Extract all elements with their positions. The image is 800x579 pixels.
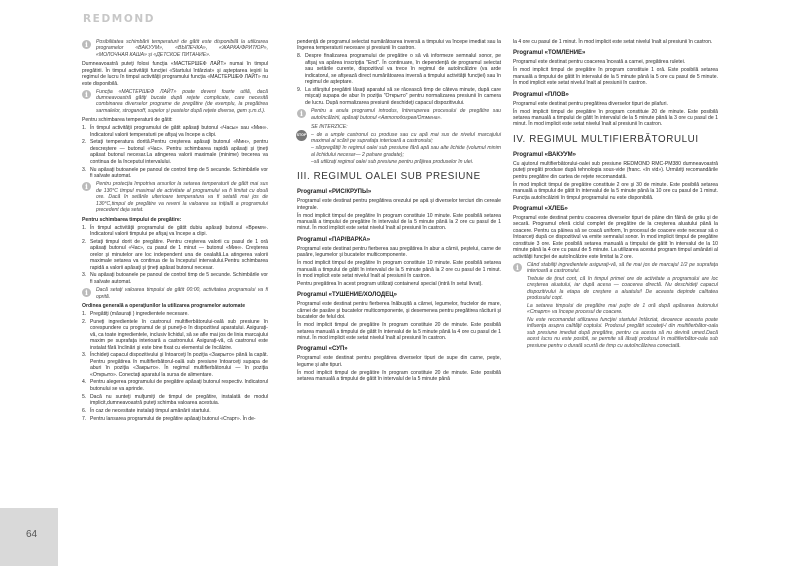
info-icon: i (297, 109, 306, 118)
note-text: Funcţia «МАСТЕРШЕФ ЛАЙТ» poate deveni foarte utilă, dacă dumneavoastră gătiţi bucate după reţete complicate, care necesită combinarea diverselor programe de pregătire (de exemplu, la pregătirea sarmalelor, stroganoff, supelor şi pastelor după reţete diverse, gem ş.m.d.). (96, 88, 268, 114)
warning-item: –să utilizaţi regimul oalei sub presiune pentru prăjirea produselor în ulei. (311, 158, 474, 165)
warning-title: SE INTERZICE: (311, 124, 348, 131)
program-title: Programul «ТОМЛЕНИЕ» (513, 50, 586, 57)
info-icon: i (513, 263, 522, 272)
info-note (82, 181, 268, 213)
program-title: Programul «ВАКУУМ» (513, 151, 576, 158)
list-item: 8. Despre finalizarea programului de pregătire o să vă informeze semnalul sonor, pe afişaj va apărea inscripţia "End". În continuare, în dependenţă de programul selectat sau setările curente, dispozitivul va trece în regimul de autoîncălzire (va arde indicatorul, se afişează direct numărătoarea inversă a timpului activităţii funcţiei) sau în regimul de aşteptare. (297, 53, 501, 86)
paragraph: Cu ajutorul multifierbătorului-oalei sub presiune REDMOND RMC-PM380 dumneavoastră puteţi pregăti produse după tehnologia sous-vide (franc. «în vid»). Urmăriţi recomandările pentru pregătire din cartea de reţete recomandată. (513, 160, 718, 180)
paragraph: Dumneavoastră puteţi folosi funcţia «МАСТЕРШЕФ ЛАЙТ» numai în timpul pregătirii. În timpul activităţii funcţiei «Startului întârziat» şi aşteptarea ieşirii la regimul de lucru în timpul activităţii programului funcţia «МАСТЕРШЕФ ЛАЙТ» nu este disponibilă. (82, 61, 268, 87)
warning-item: – sărpregătiţi în regimul oalei sub presiune fără apă sau alte lichide (volumul minim al lichidului necesar— 2 pahare gradate); (311, 145, 501, 158)
subheading: Ordinea generală a operaţiunilor la utilizarea programelor automate (82, 303, 246, 310)
info-note (513, 262, 718, 349)
numbered-list (82, 125, 268, 179)
list-item: 2. Puneţi ingredientele în castronul multifierbătorului-oală sub presiune în corespundere cu programul de şi puneţi-o în dispozitivul aparatului. Asiguraţi-vă, ca toate ingredientele, inclusiv lichidul, să se afle mai jos de linia marcajului maxim pe suprafaţa interioară a castronului. Asiguraţi-vă, că castronul este instalat fără înclinări şi este bine fixat cu elementul de încălzire. (82, 318, 268, 351)
paragraph: pendenţă de programul selectat numărătoarea inversă a timpului va începe imediat sau la îngerea temperaturii necesare şi presiunii în castron. (297, 39, 501, 52)
program-title: Programul «ХЛЕБ» (513, 205, 568, 212)
list-item: 1. Pregătiţi (măsuraţi ) ingredientele necesare. (82, 310, 189, 317)
list-item: 6. În caz de necesitate instalaţi timpul amânării startului. (82, 407, 211, 414)
list-item: 3. Nu apăsaţi butoanele pe panoul de control timp de 5 secunde. Schimbările vor fi salvate automat. (82, 166, 268, 179)
section-title: IV. REGIMUL MULTIFIERBĂTORULUI (513, 133, 699, 145)
list-item: 3. Închideţi capacul dispozitivului şi întoarceţi în poziţia «Закрыто» până la capăt. Pentru pregătirea în multifierbătorul-oală sub presiune întoarceţi supapa de aburi în poziţia «Закрыто». În regimul multifierbătorului — în poziţia «Открыто». Conectaţi aparatul la sursa de alimentare. (82, 352, 268, 378)
program-title: Programul «ТУШЕНИЕ/ХОЛОДЕЦ» (297, 292, 397, 299)
note-text: Când stabiliţi ingredientele asiguraţi-vă, să fie mai jos de marcajul 1/2 pe suprafaţa interioară a castronului. (527, 261, 718, 274)
column-1 (82, 39, 268, 424)
paragraph: În mod implicit timpul de pregătire în program constituie 20 de minute. Este posibilă setarea manuală a timpului de gătit în intervalul de la 5 minute până la 4 ore cu pasul de 1 minut. În mod implicit este setat nivelul înalt al presiunii în castron. (297, 322, 501, 342)
page-number-tab (0, 508, 58, 566)
brand-logo: REDMOND (83, 13, 156, 25)
info-icon: i (82, 40, 91, 49)
list-item: 7. Pentru lansarea programului de pregătire apăsaţi butonul «Старт». În de- (82, 415, 256, 422)
paragraph: Programul este destinat pentru fierberea înăbuşită a cărnei, legumelor, fructelor de mare, cărnei de pasăre şi bucatelor multicomponente, şi desemenea pentru pregătirea răciturii şi bucatelor de felul doi. (297, 301, 501, 321)
stop-icon: STOP (296, 130, 307, 141)
list-item: 5. Dacă nu sunteţi mulţumiţi de timpul de pregătire, instalată de modul implicit,dumneavoastră puteţi schimba valoarea acestuia. (82, 393, 268, 407)
info-icon: i (82, 288, 91, 297)
warning-note (297, 124, 501, 165)
info-icon: i (82, 182, 91, 191)
list-item: 1. În timpul activităţii programului de gătit apăsaţi butonul «Часы» sau «Мин». Indicatorul valorii temperaturii pe afişaj va începe a clipi. (82, 125, 268, 138)
list-item: 9. La sfârşitul pregătirii lăsaţi aparatul să se răcească timp de câteva minute, după care mişcaţi supapa de abur în poziţia "Открыто" pentru normalizarea presiunii în camera de lucru. După normalizarea presiunii deschideţi capacul dispozitivului. (297, 86, 501, 106)
column-3 (513, 39, 718, 352)
info-icon: i (82, 90, 91, 99)
paragraph: În mod implicit timpul de pregătire în program constituie 1 oră. Este posibilă setarea manuală a timpului de gătit în intervalul de la 5 minute până la 5 ore cu pasul de 5 minute. În mod implicit este setat nivelul înalt al presiunii în castron. (513, 67, 718, 87)
subheading: Pentru schimbarea timpului de pregătire: (82, 216, 182, 223)
paragraph: Programul este destinat pentru pregătirea diverselor tipuri de pilafuri. (513, 100, 668, 107)
program-title: Programul «ПАР/ВАРКА» (297, 236, 371, 243)
program-title: Programul «РИС/КРУПЫ» (297, 189, 372, 196)
paragraph: În mod implicit timpul de pregătire în program constituie 20 de minute. Este posibilă setarea manuală a timpului de gătit în intervalul de la 5 minute până (297, 369, 501, 383)
list-item: 2. Setaţi timpul dorit de pregătire. Pentru creşterea valorii cu pasul de 1 oră apăsaţi butonul «Час», cu pasul de 1 minut — butonul «Мин». Creşterea orelor şi minutelor are loc independent una de cealaltă.La atingerea valorii maximale setarea va continua de la începutul intervalului.Pentru schimbarea rapidă a valorii apăsaţi şi ţineţi apăsat butonul necesar. (82, 238, 268, 271)
paragraph: Pentru schimbarea temperaturii de gătit: (82, 117, 173, 124)
paragraph: la 4 ore cu pasul de 1 minut. În mod implicit este setat nivelul înalt al presiunii în castron. (513, 39, 713, 45)
list-item: 4. Pentru alegerea programului de pregătire apăsaţi butonul respectiv. Indicatorul butonului se va aprinde. (82, 379, 268, 392)
paragraph: În mod implicit timpul de pregătire constituie 2 ore şi 30 de minute. Este posibilă setarea manuală a timpului de gătit în intervalul de la 5 minute până la 10 ore cu pasul de 1 minut. Funcţia autoîncălzirii în timpul programului nu este disponibilă. (513, 181, 718, 201)
section-title: III. REGIMUL OALEI SUB PRESIUNE (297, 171, 481, 183)
info-note (82, 39, 268, 58)
program-title: Programul «ПЛОВ» (513, 91, 569, 98)
paragraph: Pentru pregătirea în acest program utilizaţi containerul special (intră în setul livrat). (297, 280, 483, 287)
program-title: Programul «СУП» (297, 346, 348, 353)
paragraph: Programul este destinat pentru pregătirea diverselor tipuri de supe din carne, peşte, legume şi alte tipuri. (297, 355, 501, 368)
note-text: La setarea timpului de pregătire mai puţin de 1 oră după apăsarea butonului «Старт» va începe procesul de coacere. (527, 302, 718, 316)
warning-item: – de a umple castronul cu produse sau cu apă mai sus de nivelul marcajului maximal al scării pe suprafaţa interioară a castronului; (311, 131, 501, 145)
info-note (82, 287, 268, 300)
paragraph: Programul este destinat pentru fierberea sau pregătirea în abur a cărnii, peştelui, carne de pasăre, legumelor şi bucatelor multicomponente. (297, 245, 501, 259)
page-number: 64 (26, 529, 38, 540)
paragraph: Programul este destinat pentru pregătirea orezului pe apă şi diverselor terciuri din cereale integrale. (297, 198, 501, 211)
paragraph: În mod implicit timpul de pregătire în program constituie 20 de minute. Este posibilă setarea manuală a timpului de gătit în intervalul de la 5 minute până la 3 ore cu pasul de 1 minut. În mod implicit este setat nivelul înalt al presiunii în castron. (513, 108, 718, 128)
note-text: Dacă setaţi valoarea timpului de gătit 00:00, activitatea programului va fi oprită. (96, 287, 268, 300)
paragraph: În mod implicit timpul de pregătire în program constituie 10 minute. Este posibilă setarea manuală a timpului de gătit în intervalul de la 5 minute până la 2 ore cu pasul de 1 minut. În mod implicit este setat nivelul înalt al presiunii în castron. (297, 260, 501, 280)
paragraph: Programul este destinat pentru coacerea diverselor tipuri de pâine din făină de grâu şi de secară. Programul oferă ciclul complet de pregătire de la creşterea aluatului până la coacere. Pentru ca pâinea să se coacă uniform, în procesul de coacere este necesar să o întoarceţi după ce dispozitivul va emite semnalul sonor. În mod implicit timpul de pregătire constituie 3 ore. Este posibilă setarea manuală a timpului de gătit în intervalul de la 10 minute până la 4 ore cu pasul de 5 minute. La utilizarea acestui program timpul amânării al activităţii funcţiei de autoîncălzire este limitat la 2 ore. (513, 214, 718, 260)
note-text: Trebuie de ţinut cont, că în timpul primei ore de activitate a programului are loc creşterea aluatului, iar după acesa — coacerea directă. Nu deschideţi capacul dispozitivului la etapa de creştere a aluatului! De aceasta depinde calitatea produsului copt. (527, 275, 718, 301)
column-2 (297, 39, 501, 384)
info-note (297, 108, 501, 121)
numbered-list (82, 225, 268, 286)
paragraph: În mod implicit timpul de pregătire în program constituie 10 minute. Este posibilă setarea manuală a timpului de pregătire în intervalul de la 5 minute până la 2 ore cu pasul de 1 minut. În mod implicit este setat nivelul înalt al presiunii în castron. (297, 212, 501, 232)
note-text: Nu este recomandat utilizarea funcţiei startului întârziat, deoarece aceasta poate influenţa asupra calităţii coptului. Produsul pregătit scoateţi-l din multifierbător-oala sub presiune imediat după pregătire, pentru ca acesta să nu devină umed.Dacă acest lucru nu este posibil, se permite să lăsaţi produsul în multifierbător-oala sub presiune pentru o durată scurtă de timp cu autoîncălzirea conectată. (527, 316, 718, 349)
numbered-list (297, 53, 501, 106)
numbered-list (82, 311, 268, 422)
list-item: 2. Setaţi temperatura dorită.Pentru creşterea apăsaţi butonul «Мин», pentru descreştere — butonul «Час». Pentru schimbarea rapidă apăsaţi şi ţineţi apăsat butonul necesar.La atingerea valorii maximale (minime) trecerea va continua de la începutul intervalului. (82, 139, 268, 165)
info-note (82, 89, 268, 115)
note-text: Pentru a anula programul introdus, întreruperea procesului de pregătire sau autoîncălzirii, apăsaţi butonul «Автоподогрев/Отмена». (311, 108, 501, 121)
note-text: Posibilitatea schimbării temperaturii de gătit este disponibilă la utilizarea programelor «BAKУУM», «ВЫПЕЧКА», «ЖАРКА/ФРИТЮР», «МОЛОЧНАЯ КАША» și «ДЕТСКОЕ ПИТАНИЕ». (96, 39, 268, 58)
note-text: Pentru protecţia împotriva arsurilor la setarea temperaturii de gătit mai sus de 130°C timpul maximal de activitate al programului va fi limitat cu două ore. Dacă în setările ulterioare temperatura va fi setată mai jos de 130°C,timpul de pregătire va reveni la valoarea sa iniţială a programului precedent deja setat. (96, 181, 268, 214)
paragraph: Programul este destinat pentru coacerea înceată a carnei, pregătirea ruletei. (513, 59, 686, 66)
list-item: 1. În timpul activităţii programului de gătit dubiu apăsaţi butonul «Время». Indicatorul valorii timpului pe afişaj va începe a clipi. (82, 224, 268, 237)
list-item: 3. Nu apăsaţi butoanele pe panoul de control timp de 5 secunde. Schimbările vor fi salvate automat. (82, 272, 268, 285)
